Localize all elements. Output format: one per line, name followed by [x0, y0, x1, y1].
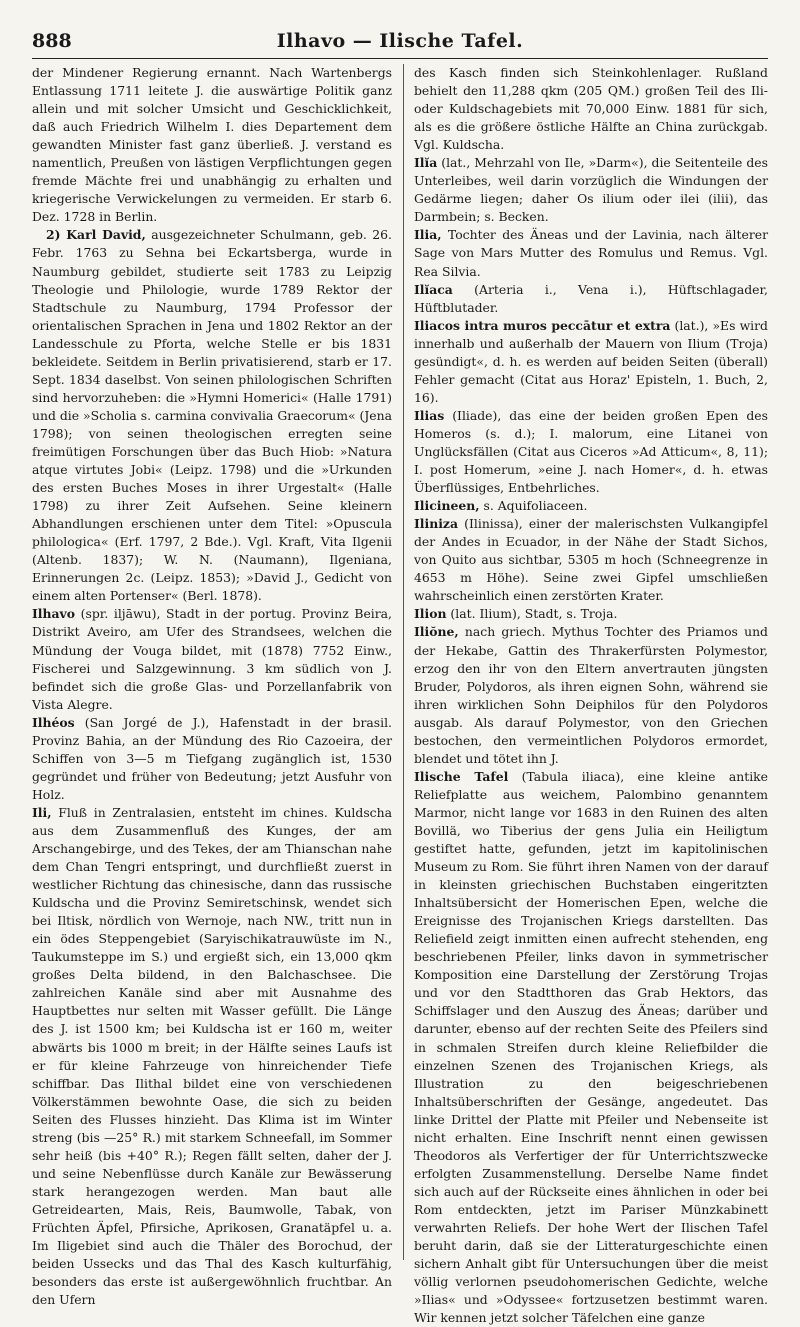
entry-headword: Ilĭa: [414, 155, 438, 171]
dictionary-entry: [414, 64, 768, 154]
page-header: [32, 30, 768, 56]
entry-headword: Ilhavo: [32, 606, 76, 622]
entry-text: (lat., Mehrzahl von Ile, »Darm«), die Seitenteile des Unterleibes, weil darin vorzüglich die Windungen der Gedärme liegen; daher Os ilium oder ilei (ilii), das Darmbein; s. Becken.: [414, 155, 768, 225]
dictionary-entry: [32, 714, 392, 804]
dictionary-entry: [32, 64, 392, 226]
dictionary-entry: [414, 623, 768, 767]
entry-text: der Mindener Regierung ernannt. Nach Wartenbergs Entlassung 1711 leitete J. die auswärtige Politik ganz allein und mit solcher Umsicht und Geschicklichkeit, daß auch Friedrich Wilhelm I. dies Departement dem gewandten Minister fast ganz überließ. J. verstand es namentlich, Preußen von lästigen Verpflichtungen gegen fremde Mächte frei und unabhängig zu erhalten und kriegerische Verwickelungen zu vermeiden. Er starb 6. Dez. 1728 in Berlin.: [32, 65, 392, 225]
entry-text: (Tabula iliaca), eine kleine antike Reliefplatte aus weichem, Palombino genanntem Marmor, nicht lange vor 1683 in den Ruinen des alten Bovillä, wo Tiberius der gens Julia ein Heiligtum gestiftet hatte, gefunden, jetzt im kapitolinischen Museum zu Rom. Sie führt ihren Namen von der darauf in kleinsten griechischen Buchstaben eingeritzten Inhaltsübersicht der Homerischen Epen, welche die Ereignisse des Trojanischen Kriegs darstellten. Das Reliefield zeigt inmitten einen aufrecht stehenden, eng beschriebenen Pfeiler, links davon in symmetrischer Komposition eine Darstellung der Zerstörung Trojas und vor den Stadtthoren das Grab Hektors, das Schiffslager und den Auszug des Äneas; darüber und darunter, ebenso auf der rechten Seite des Pfeilers sind in schmalen Streifen durch kleine Reliefbilder die einzelnen Szenen des Trojanischen Kriegs, als Illustration zu den beigeschriebenen Inhaltsüberschriften der Gesänge, angedeutet. Das linke Drittel der Platte mit Pfeiler und Nebenseite ist nicht erhalten. Eine Inschrift nennt einen gewissen Theodoros als Verfertiger der für Unterrichtszwecke erfolgten Zusammenstellung. Derselbe Name findet sich auch auf der Rückseite eines ähnlichen in oder bei Rom entdeckten, jetzt im Pariser Münzkabinett verwahrten Reliefs. Der hohe Wert der Ilischen Tafel beruht darin, daß sie der Litteraturgeschichte einen sichern Anhalt gibt für Untersuchungen über die meist völlig verlornen pseudohomerischen Gedichte, welche »Ilias« und »Odyssee« fortzusetzen bestimmt waren. Wir kennen jetzt solcher Täfelchen eine ganze: [414, 768, 768, 1326]
entry-text: ausgezeichneter Schulmann, geb. 26. Febr. 1763 zu Sehna bei Eckartsberga, wurde in Naumburg gebildet, studierte seit 1783 zu Leipzig Theologie und Philologie, wurde 1789 Rektor der Stadtschule zu Naumburg, 1794 Professor der orientalischen Sprachen in Jena und 1802 Rektor an der Landesschule zu Pforta, welche Stelle er bis 1831 bekleidete. Seitdem in Berlin privatisierend, starb er 17. Sept. 1834 daselbst. Von seinen philologischen Schriften sind hervorzuheben: die »Hymni Homerici« (Halle 1791) und die »Scholia s. carmina convivalia Graecorum« (Jena 1798); von seinen theologischen erregten seine freimütigen Forschungen über das Buch Hiob: »Natura atque virtutes Jobi« (Leipz. 1798) und die »Urkunden des ersten Buches Moses in ihrer Urgestalt« (Halle 1798) zu ihrer Zeit Aufsehen. Seine kleinern Abhandlungen erschienen unter dem Titel: »Opuscula philologica« (Erf. 1797, 2 Bde.). Vgl. Kraft, Vita Ilgenii (Altenb. 1837); W. N. (Naumann), Ilgeniana, Erinnerungen 2c. (Leipz. 1853); »David J., Gedicht von einem alten Portenser« (Berl. 1878).: [32, 227, 392, 604]
entry-headword: Ilhéos: [32, 714, 75, 730]
dictionary-entry: [414, 281, 768, 317]
entry-headword: Ilias: [414, 407, 445, 423]
dictionary-entry: [414, 317, 768, 407]
entry-text: (San Jorgé de J.), Hafenstadt in der brasil. Provinz Bahia, an der Mündung des Rio Cazoeira, der Schiffen von 3—5 m Tiefgang zugänglich ist, 1530 gegründet und früher von Bedeutung; jetzt Ausfuhr von Holz.: [32, 714, 392, 802]
entry-text: (spr. iljāwu), Stadt in der portug. Provinz Beira, Distrikt Aveiro, am Ufer des Strandsees, welchen die Mündung der Vouga bildet, mit (1878) 7752 Einw., Fischerei und Salzgewinnung. 3 km südlich von J. befindet sich die große Glas- und Porzellanfabrik von Vista Alegre.: [32, 606, 392, 712]
entry-headword: Ilĭaca: [414, 281, 453, 297]
entry-text: Fluß in Zentralasien, entsteht im chines. Kuldscha aus dem Zusammenfluß des Kunges, der am Arschangebirge, und des Tekes, der am Thianschan nahe dem Chan Tengri entspringt, und durchfließt zuerst in westlicher Richtung das chinesische, dann das russische Kuldscha und die Provinz Semiretschinsk, wendet sich bei Iltisk, nördlich von Wernoje, nach NW., tritt nun in ein ödes Steppengebiet (Saryischikatrauwüste im N., Taukumsteppe im S.) und ergießt sich, ein 13,000 qkm großes Delta bildend, in den Balchaschsee. Die zahlreichen Kanäle sind aber mit Ausnahme des Hauptbettes nur selten mit Wasser gefüllt. Die Länge des J. ist 1500 km; bei Kuldscha ist er 160 m, weiter abwärts bis 1000 m breit; in der Hälfte seines Laufs ist er für kleine Fahrzeuge von hinreichender Tiefe schiffbar. Das Ilithal bildet eine von verschiedenen Völkerstämmen bewohnte Oase, die sich zu beiden Seiten des Flusses hinzieht. Das Klima ist im Winter streng (bis —25° R.) mit starkem Schneefall, im Sommer sehr heiß (bis +40° R.); Regen fällt selten, daher der J. und seine Nebenflüsse durch Kanäle zur Bewässerung stark herangezogen werden. Man baut alle Getreidearten, Mais, Reis, Baumwolle, Tabak, von Früchten Äpfel, Pfirsiche, Aprikosen, Granatäpfel u. a. Im Iligebiet sind auch die Thäler des Borochud, der beiden Ussecks und das Thal des Kasch kulturfähig, besonders das erste ist außergewöhnlich fruchtbar. An den Ufern: [32, 804, 392, 1308]
entry-headword: 2) Karl David,: [46, 227, 146, 243]
dictionary-entry: [414, 768, 768, 1327]
entry-text: (Ilinissa), einer der malerischsten Vulkangipfel der Andes in Ecuador, in der Nähe der Stadt Sichos, von Quito aus sichtbar, 5305 m hoch (Schneegrenze in 4653 m Höhe). Seine zwei Gipfel umschließen wahrscheinlich einen zerstörten Krater.: [414, 516, 768, 604]
running-title: Ilhavo — Ilische Tafel.: [276, 30, 524, 52]
header-rule: [32, 58, 768, 59]
left-column: [32, 64, 392, 1308]
entry-text: Tochter des Äneas und der Lavinia, nach älterer Sage von Mars Mutter des Romulus und Remus. Vgl. Rea Silvia.: [414, 227, 768, 279]
entry-headword: Iliŏne,: [414, 624, 459, 640]
entry-text: (Iliade), das eine der beiden großen Epen des Homeros (s. d.); I. malorum, eine Litanei von Unglücksfällen (Citat aus Ciceros »Ad Atticum«, 8, 11); I. post Homerum, »eine J. nach Homer«, d. h. etwas Überflüssiges, Entbehrliches.: [414, 407, 768, 496]
dictionary-entry: [414, 226, 768, 280]
page-number: 888: [32, 30, 72, 52]
dictionary-entry: [414, 407, 768, 497]
entry-headword: Iliniza: [414, 516, 458, 532]
dictionary-entry: [414, 497, 768, 515]
dictionary-entry: [32, 605, 392, 713]
entry-text: s. Aquifoliaceen.: [479, 498, 588, 514]
entry-text: (lat.), »Es wird innerhalb und außerhalb der Mauern von Ilium (Troja) gesündigt«, d. h. es werden auf beiden Seiten (überall) Fehler gemacht (Citat aus Horaz' Episteln, 1. Buch, 2, 16).: [414, 317, 768, 405]
dictionary-entry: [32, 804, 392, 1309]
dictionary-entry: [414, 515, 768, 605]
entry-text: (Arteria i., Vena i.), Hüftschlagader, Hüftblutader.: [414, 281, 768, 315]
dictionary-entry: [32, 226, 392, 605]
entry-text: nach griech. Mythus Tochter des Priamos und der Hekabe, Gattin des Thrakerfürsten Polymestor, erzog den ihr von den Eltern anvertrauten jüngsten Bruder, Polydoros, als ihren eignen Sohn, während sie ihren wirklichen Sohn Deiphilos für den Polydoros ausgab. Als darauf Polymestor, von den Griechen bestochen, den vermeintlichen Polydoros ermordet, blendet und tötet ihn J.: [414, 624, 768, 766]
right-column: [414, 64, 768, 1326]
entry-headword: Ilia,: [414, 227, 442, 243]
entry-headword: Ilische Tafel: [414, 768, 509, 784]
entry-text: (lat. Ilium), Stadt, s. Troja.: [446, 606, 618, 622]
dictionary-entry: [414, 605, 768, 623]
column-divider: [403, 64, 404, 1260]
entry-headword: Ilion: [414, 606, 447, 622]
dictionary-entry: [414, 154, 768, 226]
entry-text: des Kasch finden sich Steinkohlenlager. Rußland behielt den 11,288 qkm (205 QM.) großen Teil des Ili- oder Kuldschagebiets mit 70,000 Einw. 1881 für sich, als es die größere östliche Hälfte an China zurückgab. Vgl. Kuldscha.: [414, 65, 768, 153]
entry-headword: Iliacos intra muros peccātur et extra: [414, 317, 671, 333]
entry-headword: Ilicineen,: [414, 498, 480, 514]
entry-headword: Ili,: [32, 804, 52, 820]
